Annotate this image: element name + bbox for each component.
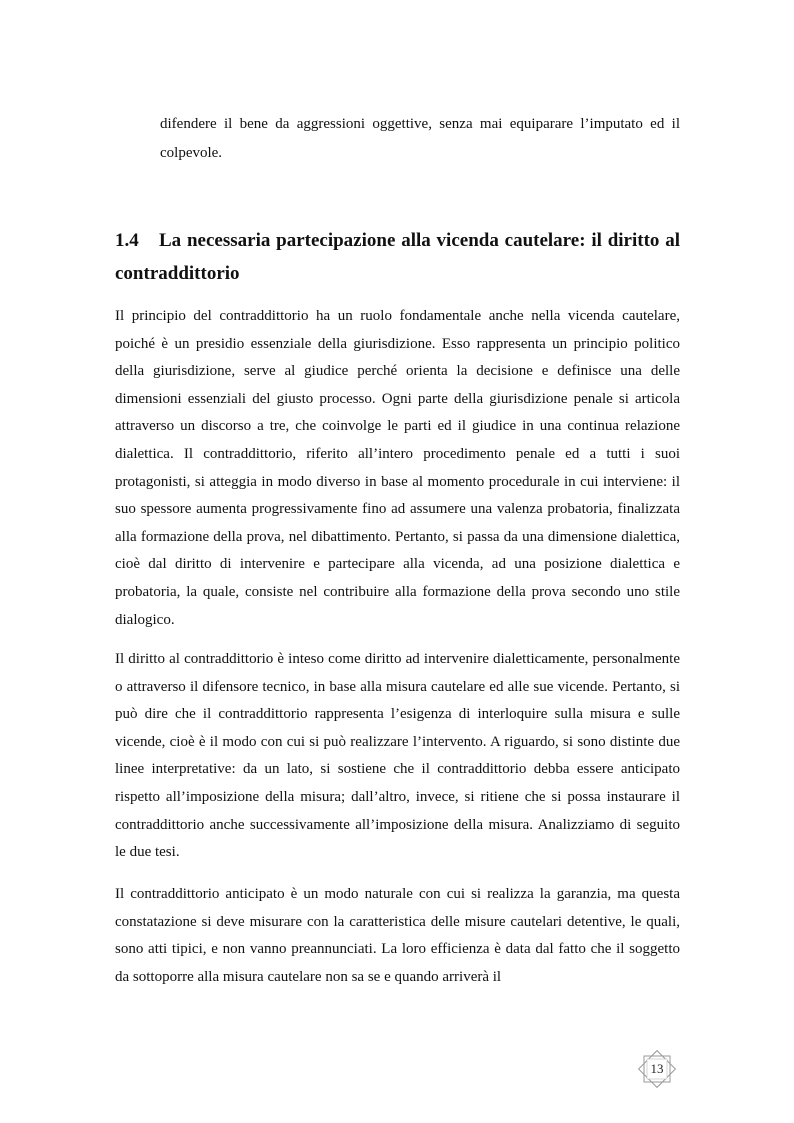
paragraph-1: Il principio del contraddittorio ha un ruolo fondamentale anche nella vicenda cautelare, poiché è un presidio essenziale della giurisdizione. Esso rappresenta un principio politico della giurisdizione, serve al giudice perché orienta la decisione e definisce una delle dimensioni essenziali del giusto processo. Ogni parte della giurisdizione penale si articola attraverso un discorso a tre, che coinvolge le parti ed il giudice in una continua relazione dialettica. Il contraddittorio, riferito all’intero procedimento penale ed a tutti i suoi protagonisti, si atteggia in modo diverso in base al momento procedurale in cui interviene: il suo spessore aumenta progressivamente fino ad assumere una valenza probatoria, finalizzata alla formazione della prova, nel dibattimento. Pertanto, si passa da una dimensione dialettica, cioè dal diritto di intervenire e partecipare alla vicenda, ad una posizione dialettica e probatoria, la quale, consiste nel contribuire alla formazione della prova secondo uno stile dialogico. — [115, 308, 680, 628]
section-number: 1.4 — [115, 230, 139, 251]
section-heading — [115, 224, 680, 290]
section-title: La necessaria partecipazione alla vicenda cautelare: il diritto al contraddittorio — [115, 230, 680, 284]
continuation-text: difendere il bene da aggressioni oggettive, senza mai equiparare l’imputato ed il colpevole. — [160, 116, 680, 161]
paragraph-3: Il contraddittorio anticipato è un modo naturale con cui si realizza la garanzia, ma questa constatazione si deve misurare con la caratteristica delle misure cautelari detentive, le quali, sono atti tipici, e non vanno preannunciati. La loro efficienza è data dal fatto che il soggetto da sottoporre alla misura cautelare non sa se e quando arriverà il — [115, 886, 680, 985]
page-number: 13 — [650, 1061, 664, 1076]
paragraph-2: Il diritto al contraddittorio è inteso come diritto ad intervenire dialetticamente, personalmente o attraverso il difensore tecnico, in base alla misura cautelare ed alle sue vicende. Pertanto, si può dire che il contraddittorio rappresenta l’esigenza di interloquire sulla misura e sulle vicende, cioè è il modo con cui si può realizzare l’intervento. A riguardo, si sono distinte due linee interpretative: da un lato, si sostiene che il contraddittorio debba essere anticipato rispetto all’imposizione della misura; dall’altro, invece, si ritiene che si possa instaurare il contraddittorio anche successivamente all’imposizione della misura. Analizziamo di seguito le due tesi. — [115, 651, 680, 861]
page-number-badge — [636, 1048, 678, 1090]
